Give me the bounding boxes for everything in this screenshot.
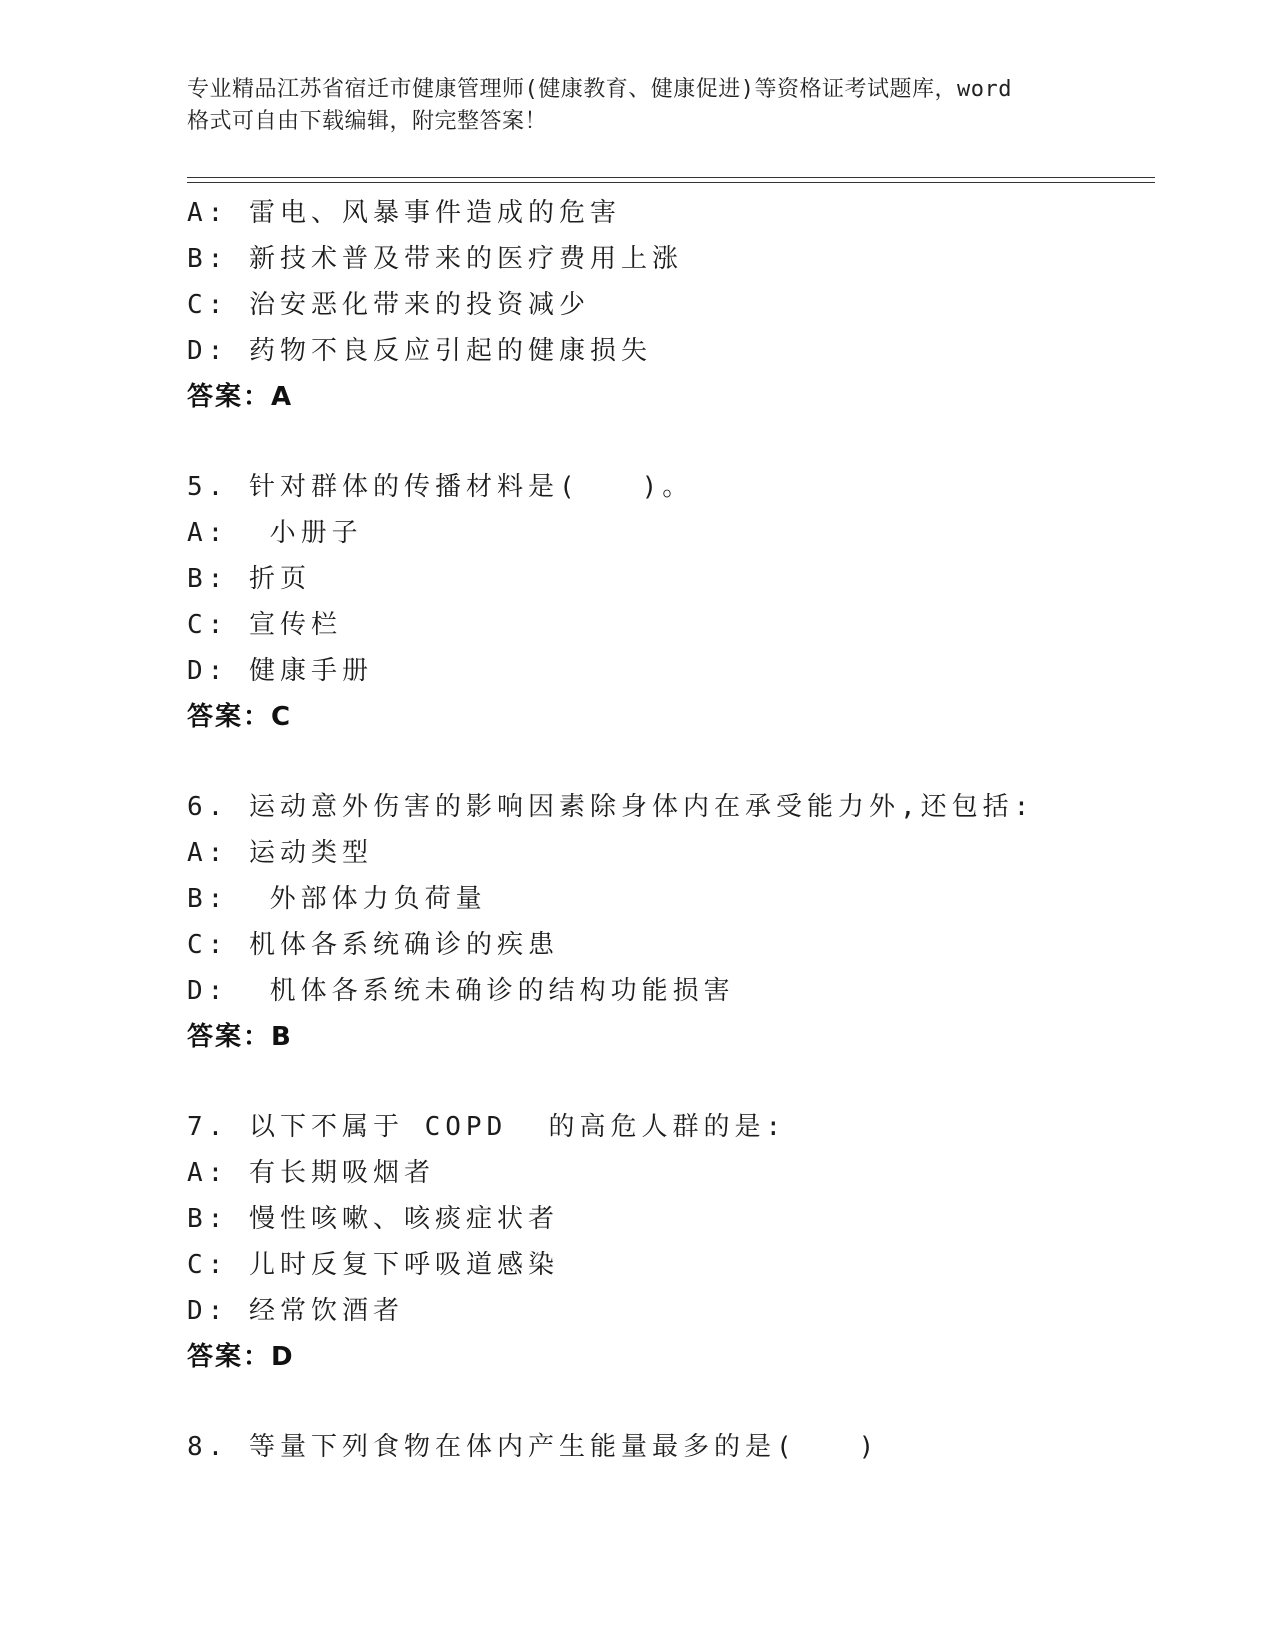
option-d: D: 机体各系统未确诊的结构功能损害 (187, 976, 735, 1006)
answer-line: 答案：A (187, 382, 294, 412)
answer-line: 答案：B (187, 1022, 293, 1052)
header-line-2: 格式可自由下载编辑，附完整答案！ (187, 109, 548, 134)
question-text: 6. 运动意外伤害的影响因素除身体内在承受能力外,还包括: (187, 792, 1035, 822)
option-a: A: 运动类型 (187, 838, 373, 868)
option-a: A: 雷电、风暴事件造成的危害 (187, 198, 621, 228)
question-block-5 (187, 464, 1147, 740)
spacer (187, 420, 1147, 464)
option-b: B: 慢性咳嗽、咳痰症状者 (187, 1204, 559, 1234)
option-c: C: 宣传栏 (187, 610, 342, 640)
document-header (187, 74, 1087, 138)
header-divider-bottom (187, 182, 1155, 183)
answer-line: 答案：C (187, 702, 293, 732)
option-c: C: 儿时反复下呼吸道感染 (187, 1250, 559, 1280)
option-a: A: 有长期吸烟者 (187, 1158, 435, 1188)
option-d: D: 健康手册 (187, 656, 373, 686)
question-block-4 (187, 190, 1147, 420)
question-text: 5. 针对群体的传播材料是( )。 (187, 472, 694, 502)
option-c: C: 机体各系统确诊的疾患 (187, 930, 559, 960)
option-b: B: 外部体力负荷量 (187, 884, 487, 914)
question-block-7 (187, 1104, 1147, 1380)
option-c: C: 治安恶化带来的投资减少 (187, 290, 590, 320)
spacer (187, 740, 1147, 784)
header-divider-top (187, 177, 1155, 178)
question-text: 8. 等量下列食物在体内产生能量最多的是( ) (187, 1432, 880, 1462)
question-list (187, 190, 1147, 1470)
header-line-1: 专业精品江苏省宿迁市健康管理师(健康教育、健康促进)等资格证考试题库，word (187, 77, 1012, 102)
question-block-8 (187, 1424, 1147, 1470)
option-a: A: 小册子 (187, 518, 363, 548)
option-b: B: 新技术普及带来的医疗费用上涨 (187, 244, 683, 274)
option-b: B: 折页 (187, 564, 311, 594)
question-text: 7. 以下不属于 COPD 的高危人群的是: (187, 1112, 787, 1142)
question-block-6 (187, 784, 1147, 1060)
answer-line: 答案：D (187, 1342, 295, 1372)
spacer (187, 1060, 1147, 1104)
spacer (187, 1380, 1147, 1424)
option-d: D: 药物不良反应引起的健康损失 (187, 336, 652, 366)
option-d: D: 经常饮酒者 (187, 1296, 404, 1326)
